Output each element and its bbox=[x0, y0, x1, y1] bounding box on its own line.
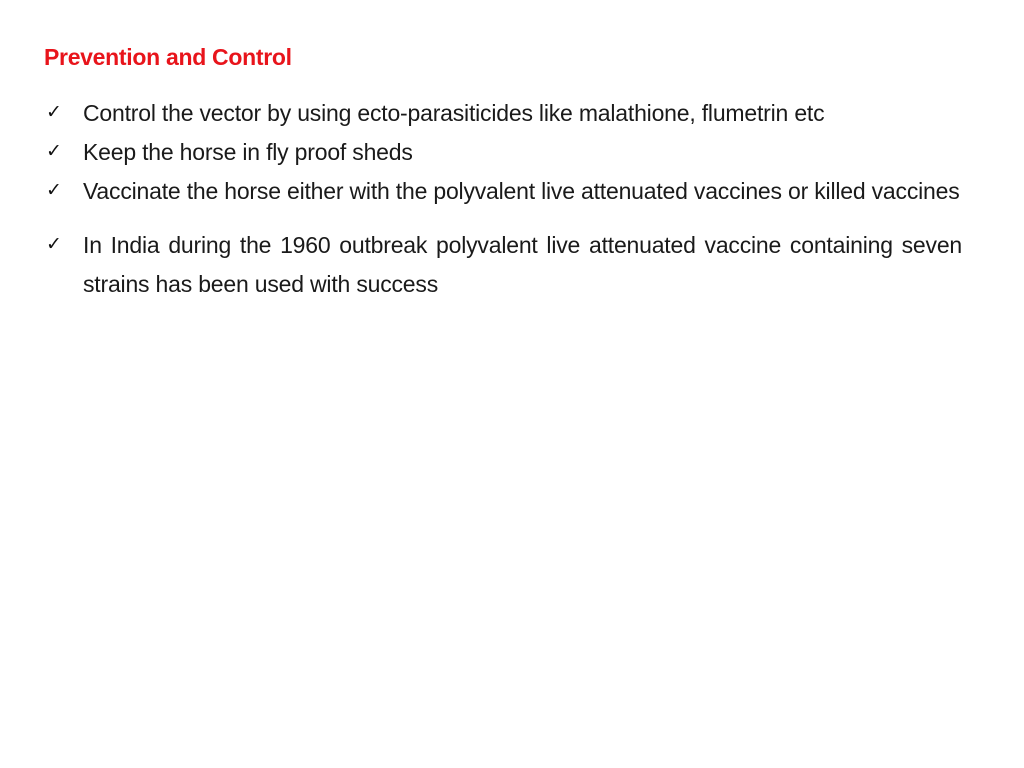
bullet-item bbox=[44, 133, 962, 172]
bullet-item bbox=[44, 226, 962, 304]
bullet-text: Vaccinate the horse either with the polyvalent live attenuated vaccines or killed vaccines bbox=[83, 178, 960, 204]
bullet-text: Control the vector by using ecto-parasiticides like malathione, flumetrin etc bbox=[83, 100, 825, 126]
bullet-text: Keep the horse in fly proof sheds bbox=[83, 139, 413, 165]
check-mark-icon: ✓ bbox=[46, 179, 62, 201]
check-mark-icon: ✓ bbox=[46, 140, 62, 162]
bullet-list bbox=[44, 94, 962, 304]
bullet-text: In India during the 1960 outbreak polyvalent live attenuated vaccine containing seven strains has been used with success bbox=[83, 232, 962, 297]
check-mark-icon: ✓ bbox=[46, 101, 62, 123]
check-mark-icon: ✓ bbox=[46, 233, 62, 255]
bullet-item bbox=[44, 172, 962, 211]
slide-title: Prevention and Control bbox=[44, 44, 292, 70]
bullet-item bbox=[44, 94, 962, 133]
